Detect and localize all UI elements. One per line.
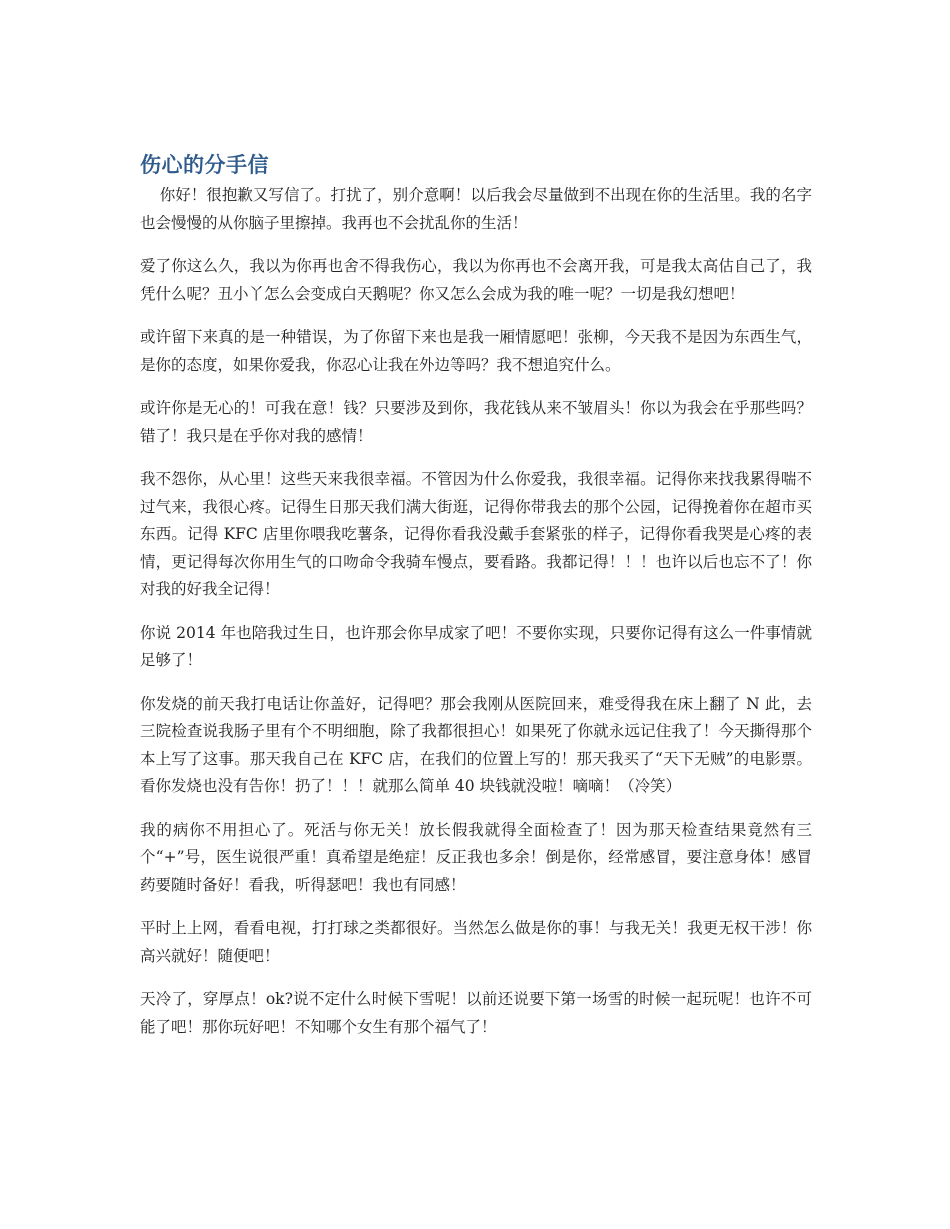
paragraph-6: 你说 2014 年也陪我过生日，也许那会你早成家了吧！不要你实现，只要你记得有这么一件事情就足够了！ [140, 623, 812, 669]
paragraph-5: 我不怨你，从心里！这些天来我很幸福。不管因为什么你爱我，我很幸福。记得你来找我累得喘不过气来，我很心疼。记得生日那天我们满大街逛，记得你带我去的那个公园，记得挽着你在超市买东西。记得 KFC 店里你喂我吃薯条，记得你看我没戴手套紧张的样子，记得你看我哭是心疼的表情，更记得每次你用生气的口吻命令我骑车慢点，要看路。我都记得！！！也许以后也忘不了！你对我的好我全记得！ [140, 470, 812, 598]
paragraph-8: 我的病你不用担心了。死活与你无关！放长假我就得全面检查了！因为那天检查结果竟然有三个“+”号，医生说很严重！真希望是绝症！反正我也多余！倒是你，经常感冒，要注意身体！感冒药要随时备好！看我，听得瑟吧！我也有同感！ [140, 820, 812, 894]
paragraph-10: 天冷了，穿厚点！ok?说不定什么时候下雪呢！以前还说要下第一场雪的时候一起玩呢！也许不可能了吧！那你玩好吧！不知哪个女生有那个福气了！ [140, 990, 812, 1036]
document-page [140, 150, 812, 1057]
paragraph-9: 平时上上网，看看电视，打打球之类都很好。当然怎么做是你的事！与我无关！我更无权干涉！你高兴就好！随便吧！ [140, 919, 812, 965]
paragraph-3: 或许留下来真的是一种错误，为了你留下来也是我一厢情愿吧！张柳，今天我不是因为东西生气，是你的态度，如果你爱我，你忍心让我在外边等吗？我不想追究什么。 [140, 328, 812, 374]
paragraph-1: 你好！很抱歉又写信了。打扰了，别介意啊！以后我会尽量做到不出现在你的生活里。我的名字也会慢慢的从你脑子里擦掉。我再也不会扰乱你的生活！ [140, 186, 812, 232]
document-title: 伤心的分手信 [140, 153, 269, 177]
paragraph-2: 爱了你这么久，我以为你再也舍不得我伤心，我以为你再也不会离开我，可是我太高估自己了，我凭什么呢？丑小丫怎么会变成白天鹅呢？你又怎么会成为我的唯一呢？一切是我幻想吧！ [140, 257, 812, 303]
paragraph-4: 或许你是无心的！可我在意！钱？只要涉及到你，我花钱从来不皱眉头！你以为我会在乎那些吗？错了！我只是在乎你对我的感情！ [140, 399, 812, 445]
paragraph-7: 你发烧的前天我打电话让你盖好，记得吧？那会我刚从医院回来，难受得我在床上翻了 N 此，去三院检查说我肠子里有个不明细胞，除了我都很担心！如果死了你就永远记住我了！今天撕得那个本上写了这事。那天我自己在 KFC 店，在我们的位置上写的！那天我买了“天下无贼”的电影票。看你发烧也没有告你！扔了！！！就那么简单 40 块钱就没啦！嘀嘀！（冷笑） [140, 694, 812, 795]
